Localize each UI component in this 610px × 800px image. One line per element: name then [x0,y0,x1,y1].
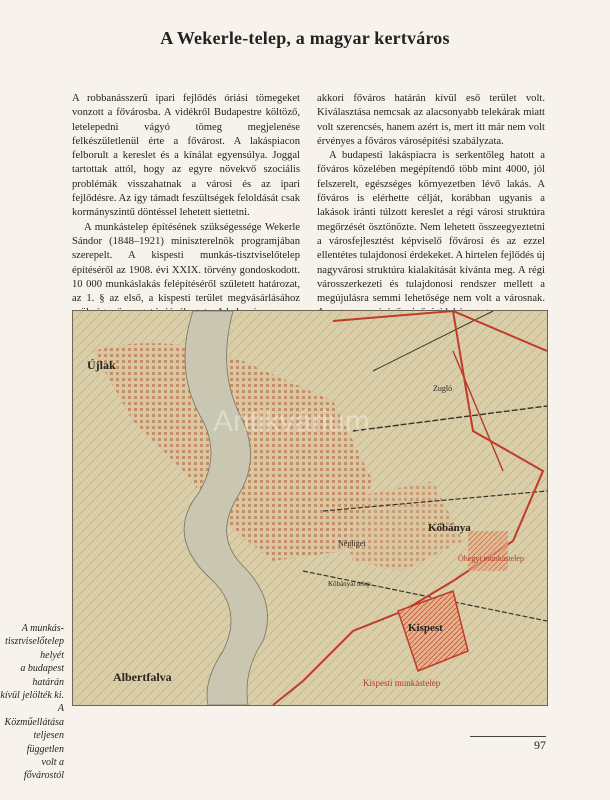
label-ohegyi-munkastelep: Óhegyi munkástelep [458,554,524,563]
map-drawing [73,311,547,705]
page-title: A Wekerle-telep, a magyar kertváros [160,28,450,48]
label-albertfalva: Albertfalva [113,670,172,684]
label-kispest: Kispest [408,622,443,634]
ohegy-estate [468,531,508,571]
label-ujlak: Újlak [87,358,116,372]
footer-rule [470,736,546,737]
label-nepliget: Népliget [338,539,366,548]
watermark: Antikvárium [213,405,370,438]
historical-map [72,310,548,706]
label-zuglo: Zugló [433,384,453,393]
paragraph: A munkástelep építésének szükségessége Wekerle Sándor (1848–1921) miniszterelnök programjában szerepelt. A kispesti munkás-tisztviselőtelep építéséről az 1908. évi XXIX. törvény gondoskodott. 10 000 munkáslakás felépítéséről született határozat, az 1. § az első, a kispesti terület megvásárlásához [72,221,300,305]
paragraph: A budapesti lakáspiacra is serkentőleg hatott a főváros közelében megépítendő több mint 4000, jól felszerelt, egészséges környezetben lévő lakás. A főváros is elérhette célját, korábban ugyanis a lakások iránti túlzott kereslet a régi városi struktúra megőrzését ösztönözte. Nem lehetett összeegyeztetni a városfejlesztést képviselő fővárosi és az ezzel ellentétes tulajdonosi érdekeket. A hirtelen fejlődés új nagyvárosi struktúra kialakítását kívánta meg. A régi városszerkezeti és tulajdonosi rendszer mellett a megújulásra semmi lehetősége nem volt a városnak. [317,150,545,305]
page-number: 97 [534,738,546,752]
paragraph: akkori főváros határán kívül eső terület volt. Kiválasztása nemcsak az alacsonyabb telekárak miatt volt szerencsés, hanem azért is, mert itt már nem volt érvényes a főváros városépítési szabályzata. [317,93,545,147]
map-caption: A munkás- tisztviselőtelep helyét a budapest határán kívül jelölték ki. A Közműellátása teljesen független volt a fővárostól [0,623,64,782]
label-kobanya-telep: Kőbányai telep [328,580,371,588]
label-kispesti-munkastelep: Kispesti munkástelep [363,678,441,688]
paragraph: A robbanásszerű ipari fejlődés óriási tömegeket vonzott a fővárosba. A vidékről Budapestre költöző, letelepedni vágyó tömeg megjelenése felkészületlenül érte a fővárost. A lakáspiacon felborult a kereslet és a kínálat egyensúlya. Joggal tartottak attól, hogy az egyre növekvő szociális problémák visszahatnak a városi és az ipari fejlődésre. Az így támadt feszültségek feloldását csak kormányszintű döntéssel lehetett siettetni. [72,93,300,219]
text-column-left [72,92,300,321]
label-kobanya: Kőbánya [428,522,471,534]
text-column-right [317,92,545,321]
